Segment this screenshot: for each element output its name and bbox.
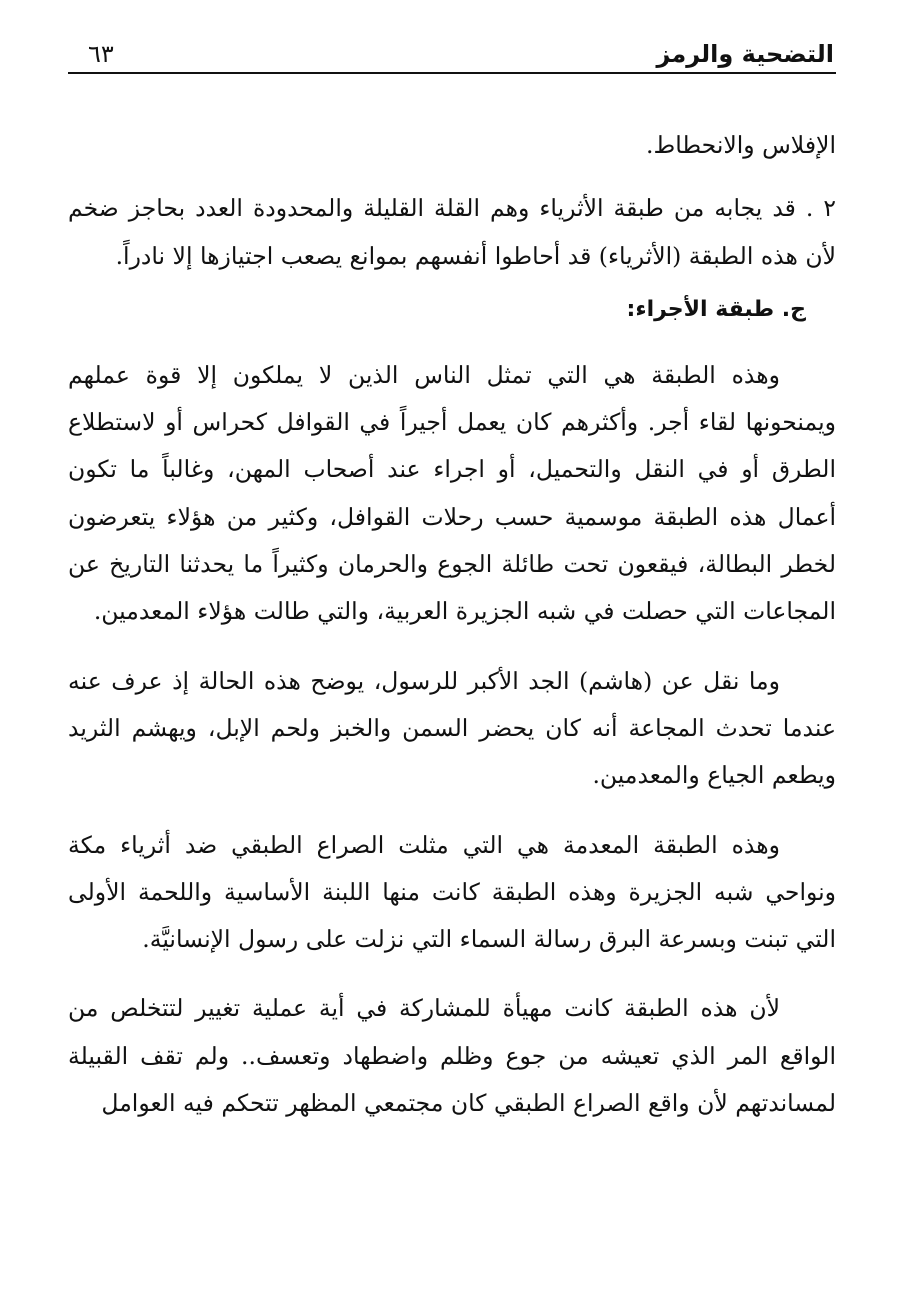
paragraph-continuation: الإفلاس والانحطاط. <box>646 131 836 159</box>
page-body <box>68 122 836 1127</box>
paragraph-wealthy-class: ٢ . قد يجابه من طبقة الأثرياء وهم القلة القليلة والمحدودة العدد بحاجز ضخم لأن هذه الطبقة (الأثرياء) قد أحاطوا أنفسهم بموانع يصعب اجتيازها إلا نادراً. <box>68 194 836 270</box>
page-header <box>68 30 836 74</box>
paragraph-hashim: وما نقل عن (هاشم) الجد الأكبر للرسول، يوضح هذه الحالة إذ عرف عنه عندما تحدث المجاعة أنه كان يحضر السمن والخبز ولحم الإبل، ويهشم الثريد ويطعم الجياع والمعدمين. <box>68 666 836 790</box>
paragraph-destitute-class: وهذه الطبقة المعدمة هي التي مثلت الصراع الطبقي ضد أثرياء مكة ونواحي شبه الجزيرة وهذه الطبقة كانت منها اللبنة الأساسية واللحمة الأولى التي تبنت وبسرعة البرق رسالة السماء التي نزلت على رسول الإنسانيَّة. <box>68 830 836 954</box>
running-title: التضحية والرمز <box>656 40 834 68</box>
paragraph-workers-class: وهذه الطبقة هي التي تمثل الناس الذين لا يملكون إلا قوة عملهم ويمنحونها لقاء أجر. وأكثرهم كان يعمل أجيراً في القوافل كحراس أو لاستطلاع الطرق أو في النقل والتحميل، أو اجراء عند أصحاب المهن، وغالباً ما تكون أعمال هذه الطبقة موسمية حسب رحلات القوافل، وكثير من هؤلاء يتعرضون لخطر البطالة، فيقعون تحت طائلة الجوع والحرمان وكثيراً ما يحدثنا التاريخ عن المجاعات التي حصلت في شبه الجزيرة العربية، والتي طالت هؤلاء المعدمين. <box>68 360 836 626</box>
book-page <box>68 30 836 1127</box>
page-number: ٦٣ <box>88 40 114 68</box>
section-heading: ج. طبقة الأجراء: <box>626 296 806 322</box>
paragraph-change: لأن هذه الطبقة كانت مهيأة للمشاركة في أية عملية تغيير لتتخلص من الواقع المر الذي تعيشه من جوع وظلم واضطهاد وتعسف.. ولم تقف القبيلة لمساندتهم لأن واقع الصراع الطبقي كان مجتمعي المظهر تتحكم فيه العوامل <box>68 994 836 1118</box>
